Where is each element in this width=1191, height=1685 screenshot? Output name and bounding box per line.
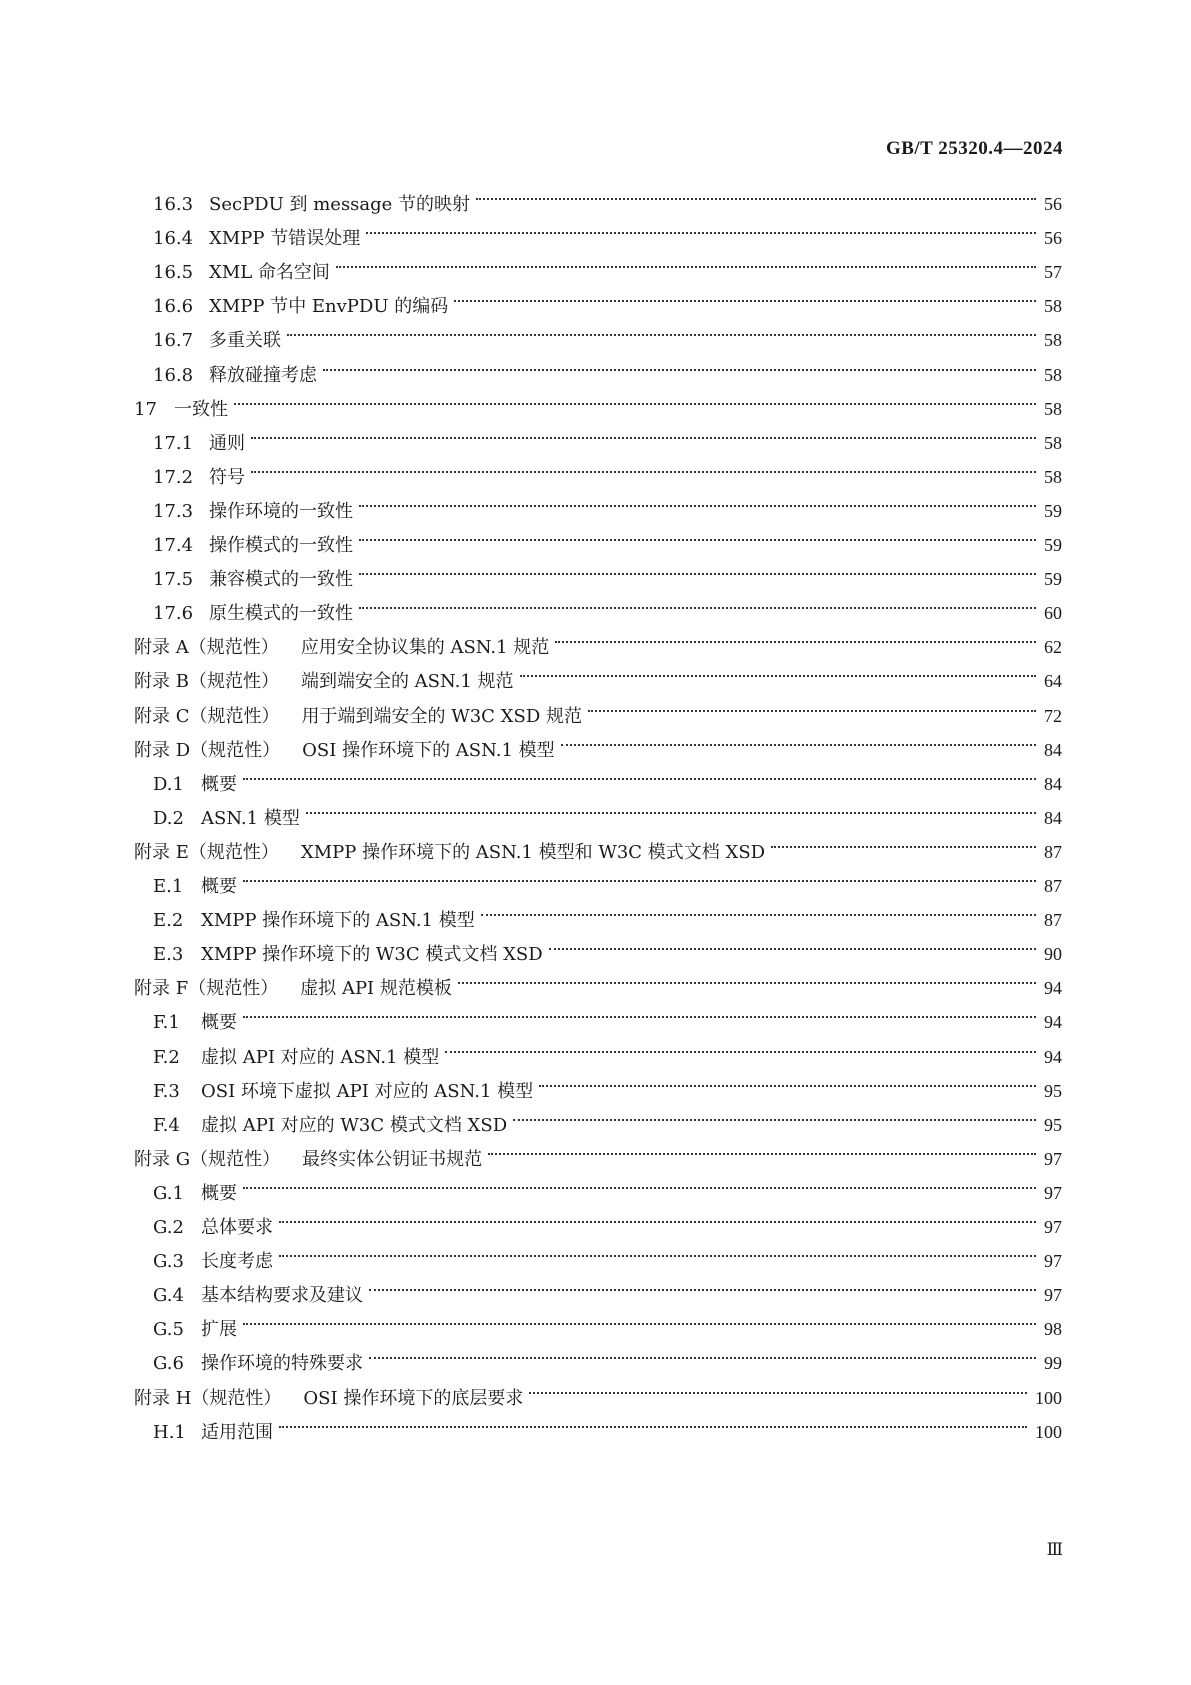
toc-entry-page: 58 bbox=[1044, 364, 1062, 385]
toc-entry-title: 操作环境的特殊要求 bbox=[201, 1353, 363, 1375]
toc-entry[interactable] bbox=[153, 1197, 1062, 1238]
toc-entry-title: 概要 bbox=[201, 876, 237, 897]
toc-entry-number: G.3 bbox=[153, 1251, 184, 1273]
toc-entry-number: 附录 C（规范性） bbox=[134, 705, 280, 727]
toc-entry-title: SecPDU 到 message 节的映射 bbox=[209, 194, 471, 215]
toc-entry[interactable] bbox=[153, 1333, 1062, 1375]
toc-dot-leader bbox=[369, 1265, 1036, 1301]
toc-entry-title: 端到端安全的 ASN.1 规范 bbox=[300, 671, 514, 693]
toc-entry-page: 59 bbox=[1044, 569, 1062, 590]
toc-dot-leader bbox=[287, 310, 1036, 346]
toc-entry[interactable] bbox=[153, 174, 1062, 215]
toc-entry-number: 17.5 bbox=[153, 569, 194, 591]
toc-entry-number: 16.4 bbox=[153, 228, 194, 250]
toc-entry-number: 16.5 bbox=[153, 262, 194, 284]
toc-entry-title: 应用安全协议集的 ASN.1 规范 bbox=[300, 637, 550, 659]
toc-entry-title: 总体要求 bbox=[201, 1217, 273, 1238]
toc-dot-leader bbox=[359, 515, 1036, 551]
toc-entry-page: 95 bbox=[1044, 1114, 1062, 1135]
toc-entry-number: E.3 bbox=[153, 944, 184, 966]
toc-entry-number: F.3 bbox=[153, 1080, 180, 1102]
toc-entry-number: 附录 D（规范性） bbox=[134, 739, 281, 761]
toc-entry-page: 57 bbox=[1044, 262, 1062, 283]
toc-entry-number: G.6 bbox=[153, 1353, 184, 1375]
toc-entry-page: 87 bbox=[1044, 910, 1062, 931]
toc-entry-page: 84 bbox=[1044, 773, 1062, 794]
toc-dot-leader bbox=[588, 686, 1036, 722]
toc-entry[interactable] bbox=[153, 856, 1062, 897]
toc-entry-page: 99 bbox=[1044, 1353, 1062, 1374]
toc-entry-page: 97 bbox=[1044, 1251, 1062, 1272]
toc-dot-leader bbox=[529, 1368, 1027, 1404]
toc-entry-number: 17.6 bbox=[153, 603, 194, 625]
toc-entry-number: E.1 bbox=[153, 876, 184, 897]
toc-entry[interactable] bbox=[153, 208, 1062, 250]
toc-entry-page: 56 bbox=[1044, 194, 1062, 214]
toc-entry-page: 90 bbox=[1044, 944, 1062, 965]
toc-entry-page: 62 bbox=[1044, 637, 1062, 658]
toc-entry-title: 释放碰撞考虑 bbox=[209, 364, 317, 386]
toc-entry-number: G.2 bbox=[153, 1217, 184, 1238]
toc-dot-leader bbox=[243, 992, 1036, 1028]
toc-dot-leader bbox=[336, 242, 1036, 278]
toc-entry-title: XMPP 操作环境下的 W3C 模式文档 XSD bbox=[201, 944, 543, 966]
toc-entry-page: 97 bbox=[1044, 1217, 1062, 1237]
toc-entry[interactable] bbox=[153, 447, 1062, 488]
toc-entry-page: 97 bbox=[1044, 1148, 1062, 1169]
toc-entry-title: 概要 bbox=[201, 1182, 237, 1204]
toc-entry-title: 基本结构要求及建议 bbox=[201, 1285, 363, 1307]
toc-entry[interactable] bbox=[153, 1402, 1062, 1443]
toc-entry-title: XMPP 节中 EnvPDU 的编码 bbox=[209, 296, 449, 318]
toc-entry[interactable] bbox=[134, 686, 1062, 727]
toc-entry-title: 概要 bbox=[201, 1012, 237, 1034]
toc-entry-page: 95 bbox=[1044, 1080, 1062, 1101]
toc-dot-leader bbox=[454, 276, 1036, 312]
toc-dot-leader bbox=[458, 958, 1036, 994]
page-folio: Ⅲ bbox=[1046, 1540, 1063, 1559]
toc-entry[interactable] bbox=[153, 890, 1062, 932]
toc-entry-title: 操作模式的一致性 bbox=[209, 535, 353, 556]
toc-dot-leader bbox=[445, 1027, 1036, 1063]
toc-dot-leader bbox=[481, 890, 1036, 926]
toc-entry-page: 84 bbox=[1044, 739, 1062, 760]
toc-entry-number: 附录 E（规范性） bbox=[134, 841, 279, 863]
toc-dot-leader bbox=[243, 1299, 1036, 1335]
toc-entry-number: F.2 bbox=[153, 1046, 180, 1068]
toc-entry[interactable] bbox=[153, 1231, 1062, 1273]
toc-entry-page: 87 bbox=[1044, 841, 1062, 862]
toc-dot-leader bbox=[549, 924, 1036, 960]
toc-dot-leader bbox=[359, 481, 1036, 517]
toc-entry-title: 适用范围 bbox=[201, 1421, 273, 1443]
toc-entry[interactable] bbox=[134, 617, 1062, 659]
toc-entry-number: 17 bbox=[134, 398, 157, 420]
toc-entry-page: 58 bbox=[1044, 398, 1062, 419]
toc-entry-page: 58 bbox=[1044, 432, 1062, 453]
toc-entry-title: XMPP 操作环境下的 ASN.1 模型 bbox=[201, 910, 475, 932]
toc-entry-title: 通则 bbox=[209, 432, 245, 454]
toc-entry-title: XMPP 节错误处理 bbox=[209, 228, 361, 250]
toc-entry-number: F.1 bbox=[153, 1012, 180, 1034]
toc-entry-number: 附录 B（规范性） bbox=[134, 671, 279, 693]
toc-entry-number: G.4 bbox=[153, 1285, 184, 1307]
toc-dot-leader bbox=[234, 379, 1036, 415]
toc-entry[interactable] bbox=[134, 720, 1062, 761]
toc-entry[interactable] bbox=[134, 958, 1062, 1000]
toc-entry-title: 虚拟 API 对应的 ASN.1 模型 bbox=[201, 1046, 440, 1068]
toc-entry-number: 16.6 bbox=[153, 296, 194, 318]
toc-dot-leader bbox=[359, 549, 1036, 585]
toc-entry[interactable] bbox=[134, 1368, 1062, 1409]
toc-dot-leader bbox=[369, 1333, 1036, 1369]
toc-entry-page: 94 bbox=[1044, 978, 1062, 999]
toc-entry-title: 虚拟 API 对应的 W3C 模式文档 XSD bbox=[201, 1114, 508, 1136]
toc-entry-page: 58 bbox=[1044, 466, 1062, 487]
toc-dot-leader bbox=[279, 1197, 1036, 1233]
toc-entry-page: 94 bbox=[1044, 1012, 1062, 1033]
toc-dot-leader bbox=[251, 413, 1036, 449]
toc-entry-title: 多重关联 bbox=[209, 330, 281, 352]
toc-dot-leader bbox=[366, 208, 1036, 244]
toc-entry[interactable] bbox=[153, 1265, 1062, 1307]
toc-entry-title: 兼容模式的一致性 bbox=[209, 569, 353, 591]
toc-entry-title: OSI 环境下虚拟 API 对应的 ASN.1 模型 bbox=[201, 1080, 534, 1102]
toc-dot-leader bbox=[243, 1163, 1036, 1199]
toc-entry[interactable] bbox=[153, 992, 1062, 1034]
toc-dot-leader bbox=[243, 754, 1036, 790]
toc-entry-page: 94 bbox=[1044, 1046, 1062, 1067]
toc-dot-leader bbox=[513, 1095, 1036, 1131]
toc-entry-page: 72 bbox=[1044, 705, 1062, 726]
toc-entry-number: F.4 bbox=[153, 1114, 180, 1136]
toc-entry-number: 附录 A（规范性） bbox=[134, 637, 279, 659]
toc-dot-leader bbox=[279, 1231, 1036, 1267]
standard-code: GB/T 25320.4—2024 bbox=[885, 138, 1063, 159]
toc-entry-title: XML 命名空间 bbox=[209, 262, 330, 284]
toc-entry-page: 98 bbox=[1044, 1319, 1062, 1340]
toc-entry[interactable] bbox=[153, 1299, 1062, 1341]
toc-entry-title: 原生模式的一致性 bbox=[209, 603, 353, 625]
toc-entry-page: 56 bbox=[1044, 228, 1062, 249]
toc-entry-title: 长度考虑 bbox=[201, 1251, 273, 1273]
toc-entry-number: G.1 bbox=[153, 1182, 184, 1204]
toc-dot-leader bbox=[520, 651, 1037, 687]
toc-entry-number: D.1 bbox=[153, 773, 184, 795]
toc-entry-number: H.1 bbox=[153, 1421, 186, 1443]
toc-entry-number: 16.7 bbox=[153, 330, 194, 352]
toc-entry-title: XMPP 操作环境下的 ASN.1 模型和 W3C 模式文档 XSD bbox=[300, 841, 766, 863]
toc-entry[interactable] bbox=[153, 1095, 1062, 1136]
toc-entry-number: 附录 G（规范性） bbox=[134, 1148, 281, 1170]
toc-entry[interactable] bbox=[153, 1061, 1062, 1102]
toc-entry-page: 97 bbox=[1044, 1285, 1062, 1306]
toc-entry[interactable] bbox=[134, 379, 1062, 420]
toc-entry[interactable] bbox=[134, 651, 1062, 693]
toc-dot-leader bbox=[476, 174, 1036, 210]
toc-entry-page: 97 bbox=[1044, 1182, 1062, 1203]
toc-entry-title: 一致性 bbox=[174, 398, 228, 420]
toc-entry[interactable] bbox=[153, 481, 1062, 522]
toc-entry-title: 虚拟 API 规范模板 bbox=[300, 978, 452, 1000]
toc-entry-number: D.2 bbox=[153, 807, 184, 829]
toc-entry[interactable] bbox=[153, 515, 1062, 556]
toc-entry-page: 100 bbox=[1035, 1421, 1062, 1442]
toc-entry-number: 17.4 bbox=[153, 535, 194, 556]
toc-entry-title: 最终实体公钥证书规范 bbox=[302, 1148, 483, 1170]
toc-entry-page: 100 bbox=[1035, 1387, 1062, 1408]
toc-entry-page: 58 bbox=[1044, 296, 1062, 317]
toc-dot-leader bbox=[279, 1402, 1027, 1438]
toc-entry[interactable] bbox=[153, 310, 1062, 352]
toc-entry-page: 59 bbox=[1044, 535, 1062, 555]
toc-entry-number: E.2 bbox=[153, 910, 184, 932]
toc-entry-number: 16.3 bbox=[153, 194, 194, 215]
toc-entry-number: 附录 F（规范性） bbox=[134, 978, 279, 1000]
toc-entry-title: OSI 操作环境下的底层要求 bbox=[303, 1387, 524, 1409]
toc-dot-leader bbox=[555, 617, 1036, 653]
toc-entry-page: 58 bbox=[1044, 330, 1062, 351]
toc-entry-number: 附录 H（规范性） bbox=[134, 1387, 282, 1409]
toc-dot-leader bbox=[771, 822, 1036, 858]
toc-dot-leader bbox=[561, 720, 1036, 756]
toc-dot-leader bbox=[306, 788, 1036, 824]
toc-entry[interactable] bbox=[153, 413, 1062, 454]
toc-entry-title: OSI 操作环境下的 ASN.1 模型 bbox=[302, 739, 555, 761]
toc-entry[interactable] bbox=[153, 788, 1062, 829]
toc-entry[interactable] bbox=[153, 583, 1062, 625]
toc-entry-title: 操作环境的一致性 bbox=[209, 500, 353, 522]
toc-entry[interactable] bbox=[153, 549, 1062, 591]
toc-entry[interactable] bbox=[134, 1129, 1062, 1170]
toc-dot-leader bbox=[359, 583, 1036, 619]
toc-entry[interactable] bbox=[134, 822, 1062, 863]
toc-entry[interactable] bbox=[153, 1027, 1062, 1068]
toc-dot-leader bbox=[251, 447, 1036, 483]
toc-dot-leader bbox=[488, 1129, 1036, 1165]
toc-entry[interactable] bbox=[153, 1163, 1062, 1204]
toc-entry-number: 16.8 bbox=[153, 364, 194, 386]
toc-entry-page: 64 bbox=[1044, 671, 1062, 692]
toc-entry-page: 60 bbox=[1044, 603, 1062, 624]
toc-entry[interactable] bbox=[153, 345, 1062, 386]
toc-entry-title: 符号 bbox=[209, 466, 245, 488]
toc-entry-number: 17.2 bbox=[153, 466, 194, 488]
toc-entry-page: 59 bbox=[1044, 500, 1062, 521]
toc-entry-page: 84 bbox=[1044, 807, 1062, 828]
toc-entry-number: 17.1 bbox=[153, 432, 194, 454]
toc-dot-leader bbox=[539, 1061, 1036, 1097]
toc-entry-title: 概要 bbox=[201, 773, 237, 795]
toc-dot-leader bbox=[323, 345, 1036, 381]
toc-entry[interactable] bbox=[153, 754, 1062, 795]
toc-entry-title: 用于端到端安全的 W3C XSD 规范 bbox=[301, 705, 582, 727]
toc-entry-page: 87 bbox=[1044, 876, 1062, 896]
toc-entry-title: 扩展 bbox=[201, 1319, 237, 1341]
toc-entry[interactable] bbox=[153, 276, 1062, 318]
toc-entry-number: 17.3 bbox=[153, 500, 194, 522]
toc-entry[interactable] bbox=[153, 924, 1062, 966]
toc-entry[interactable] bbox=[153, 242, 1062, 284]
toc-entry-number: G.5 bbox=[153, 1319, 184, 1341]
toc-dot-leader bbox=[243, 856, 1036, 892]
toc-entry-title: ASN.1 模型 bbox=[201, 807, 300, 829]
